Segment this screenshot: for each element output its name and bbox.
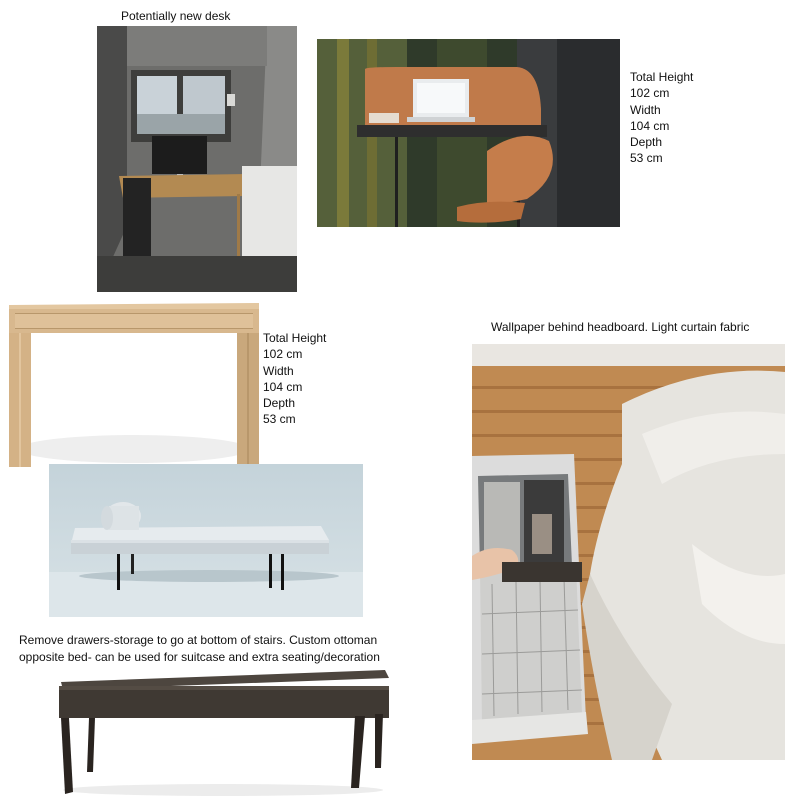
dimensions-spec-middle	[263, 330, 326, 428]
caption-wallpaper-curtain: Wallpaper behind headboard. Light curtain fabric	[491, 320, 750, 334]
spec-depth-label: Depth	[263, 396, 296, 411]
spec-width-label: Width	[630, 102, 661, 117]
upholstered-bench-photo	[55, 668, 390, 798]
oak-console-desk-photo	[9, 301, 259, 467]
spec-total-height-value: 102 cm	[630, 86, 670, 101]
orange-panel-desk-photo	[317, 39, 620, 227]
spec-total-height-label: Total Height	[263, 331, 327, 345]
daybed-photo	[49, 464, 363, 617]
headboard-wallpaper-photo	[472, 344, 785, 760]
dimensions-spec-top	[630, 69, 693, 167]
spec-width-label: Width	[263, 363, 294, 378]
caption-potentially-new-desk: Potentially new desk	[121, 9, 231, 23]
spec-depth-label: Depth	[630, 135, 663, 150]
spec-total-height-value: 102 cm	[263, 347, 303, 362]
attic-desk-photo	[97, 26, 297, 292]
spec-width-value: 104 cm	[630, 118, 670, 133]
spec-width-value: 104 cm	[263, 379, 303, 394]
spec-depth-value: 53 cm	[263, 412, 296, 427]
caption-ottoman-line-2: opposite bed- can be used for suitcase and extra seating/decoration	[19, 650, 380, 664]
caption-ottoman-line-1: Remove drawers-storage to go at bottom of stairs. Custom ottoman	[19, 633, 378, 647]
spec-depth-value: 53 cm	[630, 151, 663, 166]
spec-total-height-label: Total Height	[630, 70, 694, 84]
